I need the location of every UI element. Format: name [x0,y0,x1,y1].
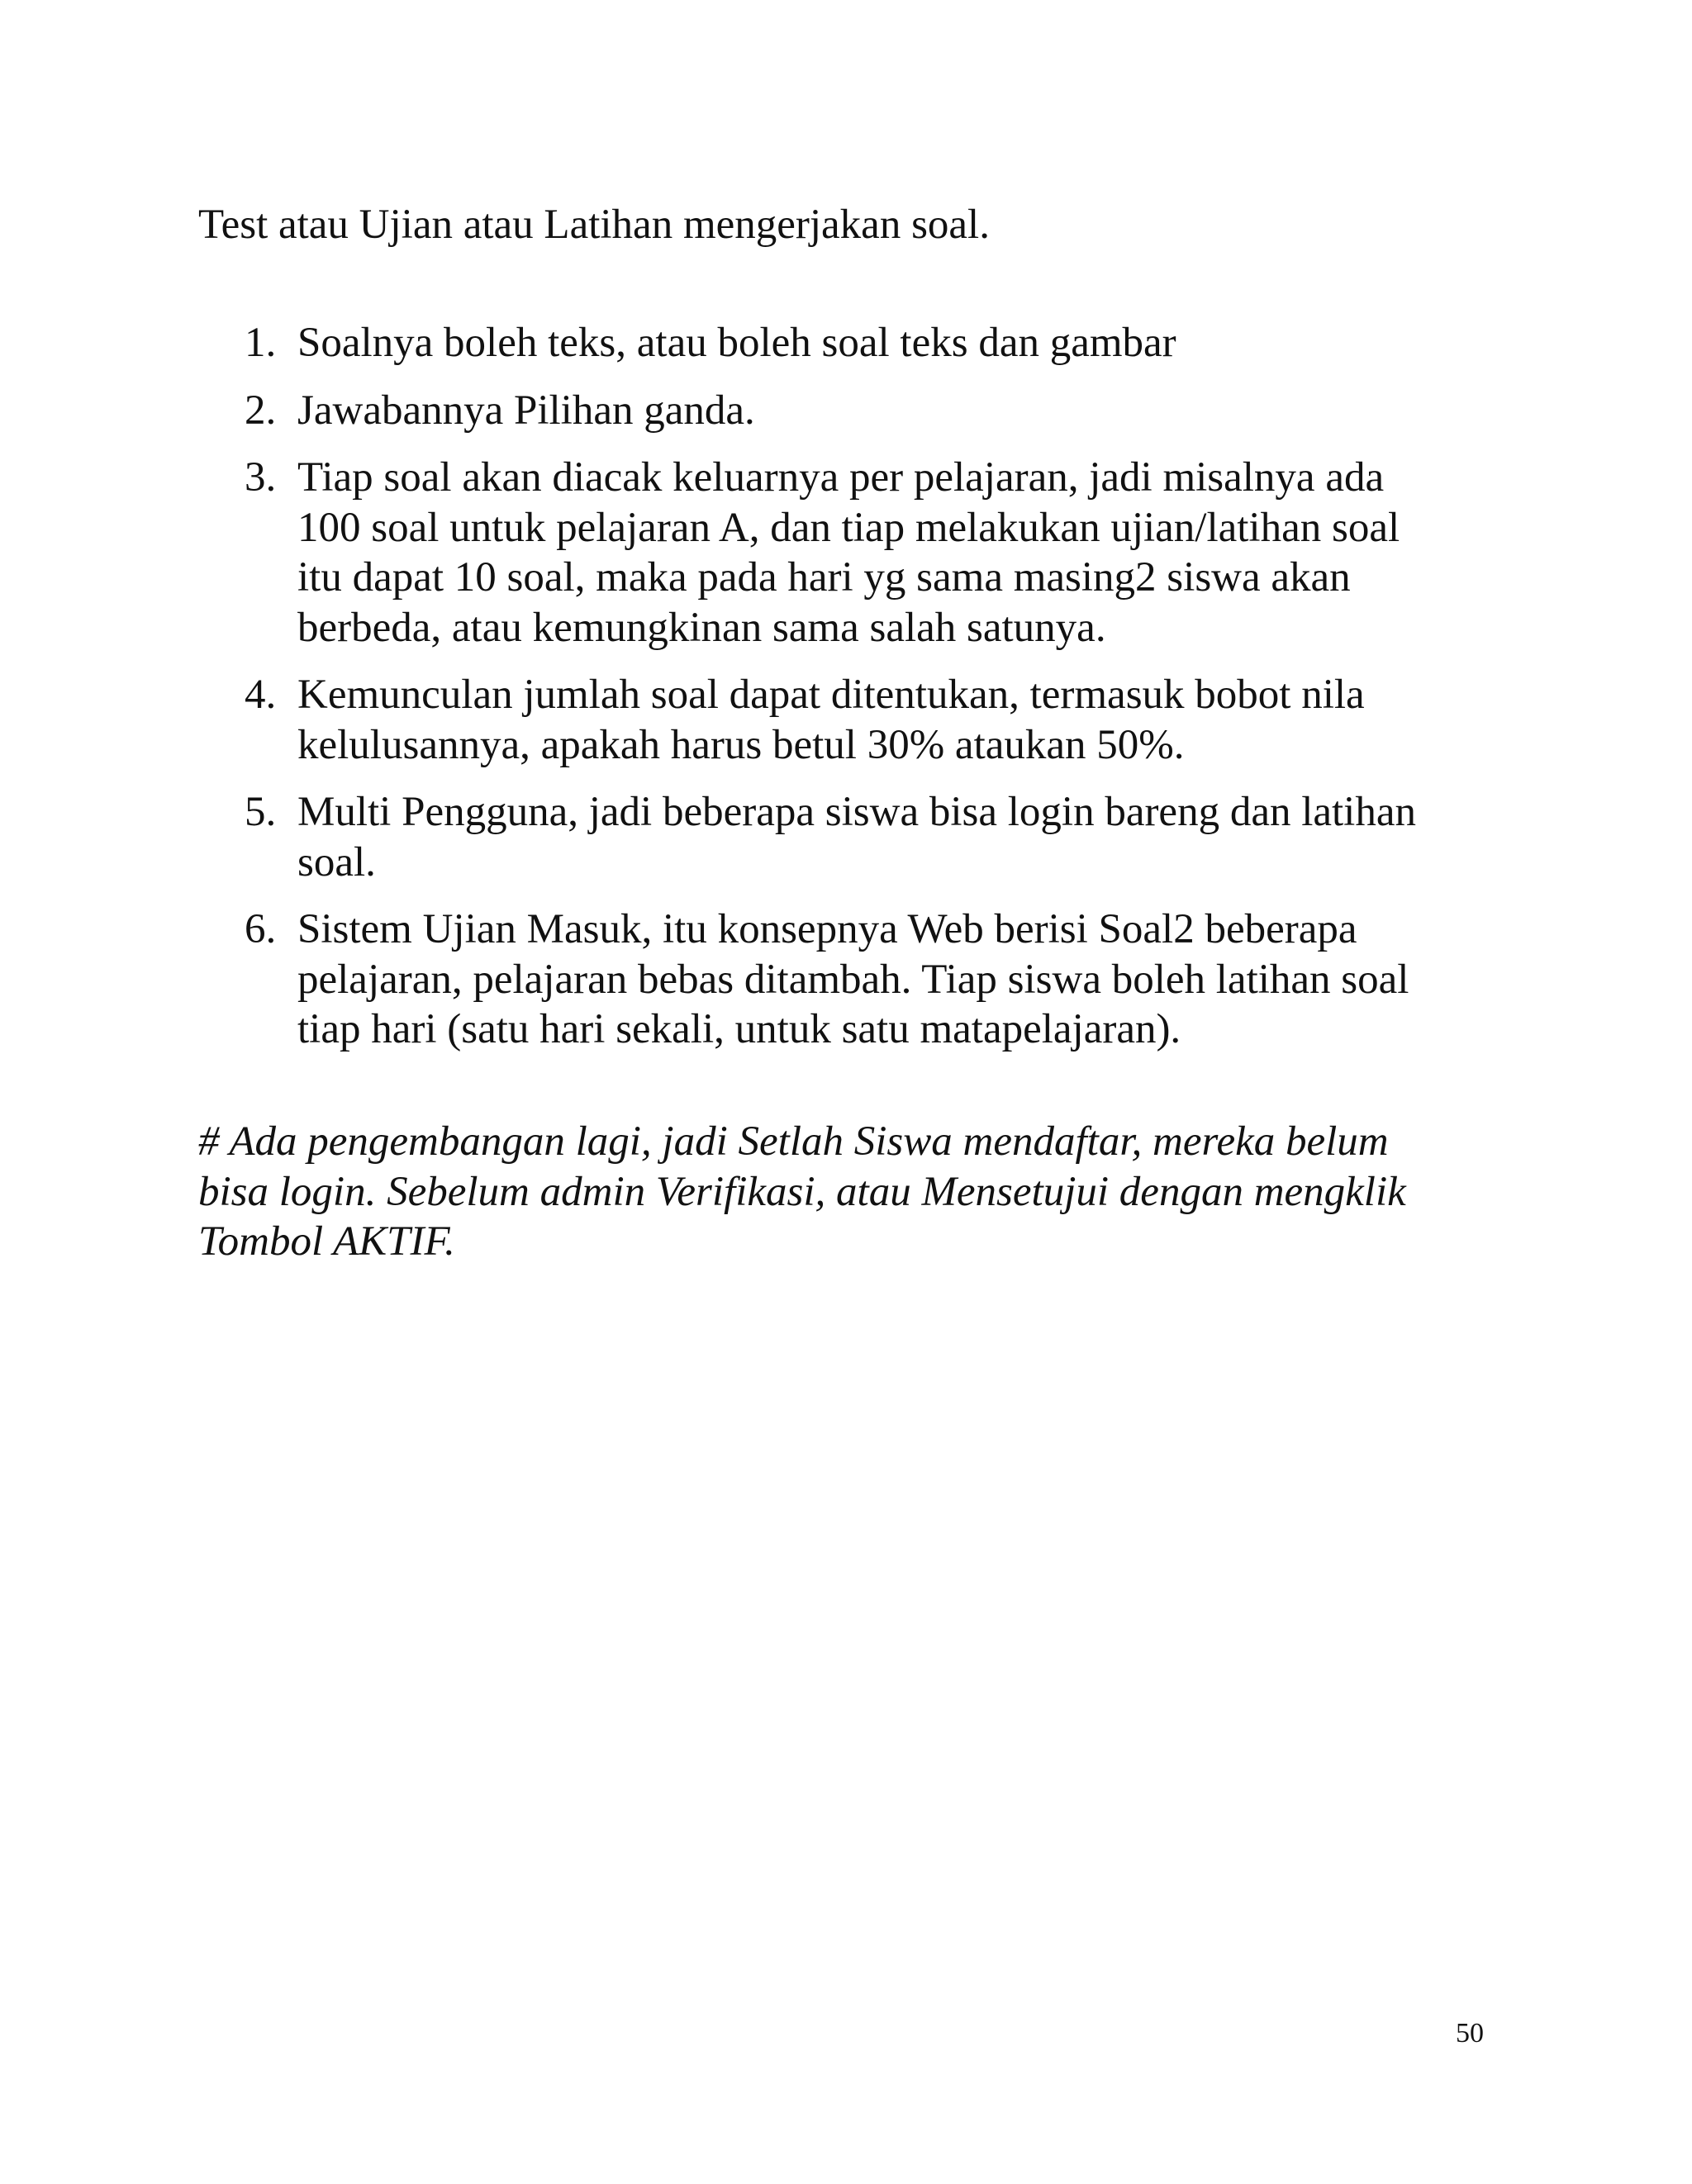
note-line: bisa login. Sebelum admin Verifikasi, atau Mensetujui dengan mengklik [198,1168,1406,1215]
list-item-text-line: kelulusannya, apakah harus betul 30% ataukan 50%. [297,721,1185,768]
list-item [245,318,1500,368]
list-item-text-line: itu dapat 10 soal, maka pada hari yg sama masing2 siswa akan [297,554,1351,601]
list-item-number: 1. [245,320,277,366]
list-item-text-line: berbeda, atau kemungkinan sama salah satunya. [297,604,1106,651]
list-item-number: 6. [245,906,277,952]
list-item-number: 4. [245,672,277,718]
list-item-text-line: Soalnya boleh teks, atau boleh soal teks dan gambar [297,320,1176,366]
list-item-text-line: Multi Pengguna, jadi beberapa siswa bisa login bareng dan latihan [297,789,1416,835]
list-item-text-line: 100 soal untuk pelajaran A, dan tiap melakukan ujian/latihan soal [297,504,1400,551]
requirements-list [245,318,1500,1072]
list-item-text-line: Tiap soal akan diacak keluarnya per pelajaran, jadi misalnya ada [297,454,1385,501]
note-line: # Ada pengembangan lagi, jadi Setlah Siswa mendaftar, mereka belum [198,1118,1389,1165]
note-line: Tombol AKTIF. [198,1218,455,1265]
list-item [245,904,1500,1055]
list-item [245,787,1500,887]
development-note [198,1117,1520,1267]
list-item-text-line: soal. [297,838,376,885]
intro-paragraph: Test atau Ujian atau Latihan mengerjakan soal. [198,202,990,248]
list-item-text-line: Jawabannya Pilihan ganda. [297,387,755,434]
list-item-number: 2. [245,387,277,434]
list-item [245,453,1500,653]
list-item-text-line: Kemunculan jumlah soal dapat ditentukan, termasuk bobot nila [297,672,1365,718]
list-item-number: 3. [245,454,277,501]
list-item-text-line: pelajaran, pelajaran bebas ditambah. Tiap siswa boleh latihan soal [297,956,1409,1003]
list-item-number: 5. [245,789,277,835]
list-item [245,386,1500,436]
list-item [245,670,1500,770]
list-item-text-line: tiap hari (satu hari sekali, untuk satu matapelajaran). [297,1006,1181,1052]
list-item-text-line: Sistem Ujian Masuk, itu konsepnya Web berisi Soal2 beberapa [297,906,1357,952]
page-number: 50 [1456,2018,1484,2049]
